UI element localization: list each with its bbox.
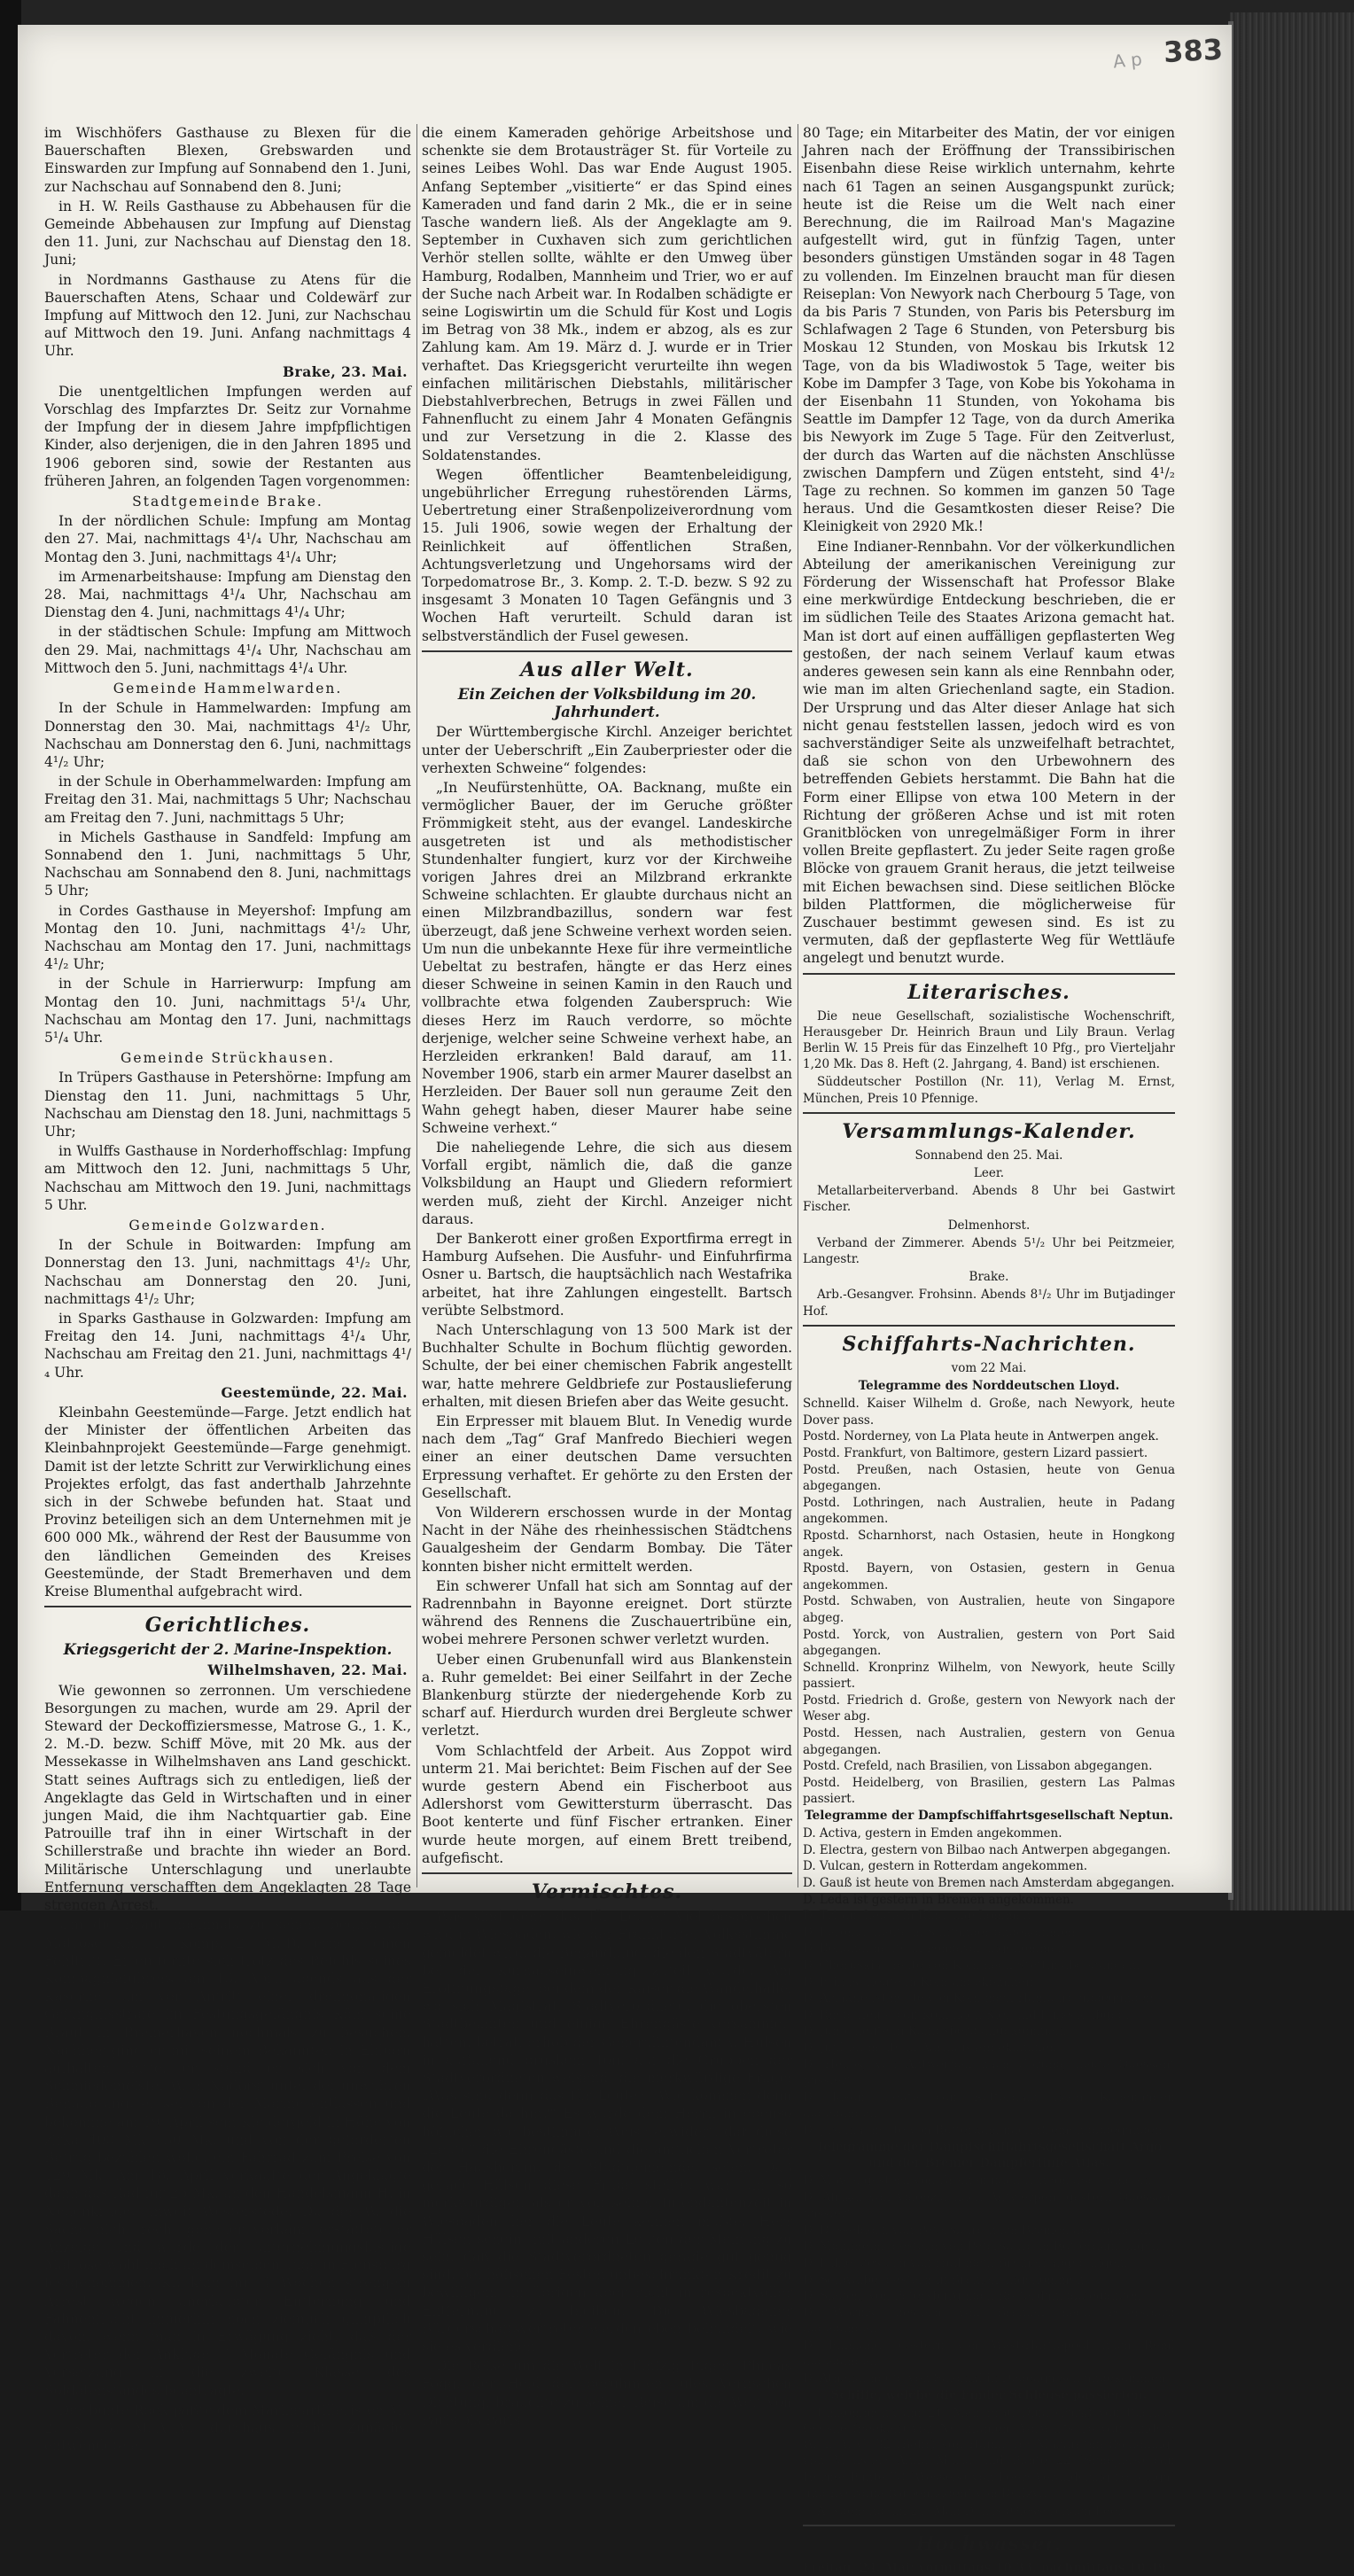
- shipping-entry: Schnelld. Kaiser Wilhelm d. Große, nach Newyork, heute Dover pass.: [803, 1397, 1175, 1428]
- column-rule: [416, 124, 417, 1887]
- shipping-entry: D. Leda ist gestern in Bremen angekommen.: [803, 1892, 1074, 1907]
- notice-paragraph: Süddeutscher Postillon (Nr. 11), Verlag M. Ernst, München, Preis 10 Pfennige.: [803, 1075, 1175, 1106]
- section-heading: Aus aller Welt.: [422, 650, 792, 682]
- notice-heading: vom 22 Mai.: [951, 1360, 1027, 1375]
- section-heading: Vermischtes.: [422, 1872, 792, 1904]
- article-paragraph: Was sind denn das für Leute? Viel besprochen wird in Wiesbaden, wie der Frankfurter Volksstimme gemeldet wird, die Behandlung, die den Stadtvätern bei der Kurhauseinweihung zuteil wurde. Am Eröffnungstage, bei dem der Kaiser die Wandelhalle, wo sich Magistrat, Stadtverordnete, die obersten Stadtbeamten und einige Ehrengäste versammelt hatten, betrat, erhob der Generalintendant v. Hülsen in auffallend brüskem Ton, auf die Gruppen der Stadtverordneten weisend, die merkwürdige Frage: „Was sind denn das für Leute?“ Wie kommen denn die Leute da hin?“ Es wurde dem Herrn in ebenso höflicher, wie bestimmter Weise erwidert, daß diese „Leute“ die Ehrengäste und die amtlichen Vertreter der Hausherrin, der Stadtgemeinde, seien. Daß gerade Hülsen diese Frage stellte, war um so merkwürdiger, als er von seiner Intendantenzeit in Wiesbaden her die Leute kennen mußte. Herr Hülsen scheint mit anderen Leuten der Meinung zu sein, daß die Stadtverordneten gerade gut genug sind, bei höfischen Festen unbeschränkten Kredit zu bewilligen, im übrigen aber nicht in respektvoller Entfernung zu bleiben. Die Wiesbadener Bürgerschaftsvertreter werden eben behandelt, wie sie es verdienen.: [422, 1909, 792, 2354]
- shipping-entry: Postd. Friedrich d. Große, gestern von Newyork nach der Weser abg.: [803, 1693, 1175, 1724]
- article-paragraph: Ueber einen Grubenunfall wird aus Blankenstein a. Ruhr gemeldet: Bei einer Seilfahrt in der Zeche Blankenburg stürzte der niedergehende Korb zu scharf auf. Hierdurch wurden drei Bergleute schwer verletzt.: [422, 1651, 792, 1739]
- telegram-heading: Schiffe, welche die Emder Schleuse passierten.: [830, 2387, 1148, 2402]
- notice-paragraph: Verband der Zimmerer. Abends 5¹/₂ Uhr bei Peitzmeier, Langestr.: [803, 1235, 1175, 1266]
- shipping-entry: D. Jupiter, heute in Aarhuus angekommen.: [803, 2040, 1062, 2055]
- telegram-heading: Telegramme des Norddeutschen Lloyd.: [858, 1379, 1120, 1393]
- shipping-entry: D. Iason, heute von Rotterdam nach Kopenhagen abgegangen.: [803, 2090, 1175, 2121]
- book-spine: [1230, 12, 1354, 1911]
- article-heading: Kriegsgericht der 2. Marine-Inspektion.: [63, 1641, 393, 1659]
- dateline: Brake, 23. Mai.: [282, 362, 408, 380]
- shipping-entry: Postd. Hessen, nach Australien, gestern von Genua abgegangen.: [803, 1726, 1175, 1757]
- shipping-list: [803, 1396, 1175, 1808]
- notice-heading: Sonnabend den 25. Mai.: [914, 1148, 1063, 1163]
- shipping-entry: D. Feronia, heute in Santander angekommen.: [803, 1925, 1079, 1940]
- article-paragraph: Ein Erpresser mit blauem Blut. In Venedig wurde nach dem „Tag“ Graf Manfredo Biechieri wegen einer an einer deutschen Dame versuchten Erpressung verhaftet. Er gehörte zu den Ersten der Gesellschaft.: [422, 1413, 792, 1501]
- notice-paragraph: Einkommend am 21. Mai: Frau Dina (Park) von Itzehoe; Geeske (Feeken) von Neumühlen; Vorwärts 16 von Emden; W. T. A. G. 32 (Behr) von Hamburg; Magaretha (Schöning) von Münster; Anna Maria und Pünte 22 (Schepers) von Herne; Pünte 38 (Wessels) von Leer; Verandering (Havinga) und Everdina (Groenhagen) von Delfzyl.: [803, 2405, 1175, 2501]
- article-paragraph: in Cordes Gasthause in Meyershof: Impfung am Montag den 10. Juni, nachmittags 4¹/₂ Uhr, Nachschau am Montag den 17. Juni, nachmittags 4¹/₂ Uhr;: [44, 902, 411, 973]
- shipping-entry: Postd. Frankfurt, von Baltimore, gestern Lizard passiert.: [803, 1445, 1148, 1460]
- article-paragraph: Der Württembergische Kirchl. Anzeiger berichtet unter der Ueberschrift „Ein Zauberpriester oder die verhexten Schweine“ folgendes:: [422, 724, 792, 776]
- shipping-entry: D. Triton, heute in Riga angekommen.: [803, 1909, 1035, 1924]
- article-paragraph: in H. W. Reils Gasthause zu Abbehausen für die Gemeinde Abbehausen zur Impfung auf Dienstag den 11. Juni, zur Nachschau auf Dienstag den 18. Juni;: [44, 198, 411, 268]
- shipping-entry: D. Siegen, von Petersburg nach Rotterdam abgegangen.: [803, 2289, 1146, 2304]
- article-paragraph: Der bunte Rock paßte dem Marineartilleristen M., 2. K. 3. M.-A.-A., durchaus nicht. Zunächst entwendete er: [44, 2401, 411, 2455]
- page-number: 383: [1163, 32, 1224, 70]
- shipping-entry: D. Athena, heute von Saloniki in Dedeagatsch angekommen.: [803, 2371, 1170, 2386]
- shipping-entry: D. Helios, von Antwerpen nach Coruna, heute Quessant passiert.: [803, 2057, 1175, 2089]
- shipping-entry: D. Electra, gestern von Bilbao nach Antwerpen abgegangen.: [803, 1842, 1171, 1857]
- article-paragraph: Von Wilderern erschossen wurde in der Montag Nacht in der Nähe des rheinhessischen Städtchens Gaualgesheim der Gendarm Bombay. Die Täter konnten bisher nicht ermittelt werden.: [422, 1505, 792, 1575]
- dateline: Geestemünde, 22. Mai.: [221, 1383, 408, 1401]
- column-3: [803, 124, 1175, 2576]
- shipping-entry: Postd. Lothringen, nach Australien, heute in Padang angekommen.: [803, 1495, 1175, 1527]
- shipping-entry: D. Juno, heute in Königsberg angekommen.: [803, 2024, 1067, 2039]
- section-heading: Schiffahrts-Nachrichten.: [803, 1325, 1175, 1357]
- column-2: [422, 124, 792, 2428]
- shipping-entry: Postd. Norderney, von La Plata heute in Antwerpen angek.: [803, 1429, 1159, 1444]
- shipping-entry: Postd. Crefeld, nach Brasilien, von Lissabon abgegangen.: [803, 1759, 1153, 1774]
- article-paragraph: in der Schule in Oberhammelwarden: Impfung am Freitag den 31. Mai, nachmittags 5 Uhr; Nachschau am Freitag den 7. Juni, nachmittags 5 Uhr;: [44, 774, 411, 826]
- article-paragraph: in Michels Gasthause in Sandfeld: Impfung am Sonnabend den 1. Juni, nachmittags 5 Uhr, Nachschau am Sonnabend den 8. Juni, nachmittags 5 Uhr;: [44, 829, 411, 899]
- article-paragraph: In Trüpers Gasthause in Petershörne: Impfung am Dienstag den 11. Juni, nachmittags 5 Uhr, Nachschau am Dienstag den 18. Juni, nachmittags 5 Uhr;: [44, 1070, 411, 1140]
- shipping-entry: D. Schwalbe, gestern in Bremen angekommen.: [803, 2272, 1088, 2287]
- article-paragraph: Nach Unterschlagung von 13 500 Mark ist der Buchhalter Schulte in Bochum flüchtig geworden. Schulte, der bei einer chemischen Fabrik angestellt war, hatte mehrere Geldbriefe zur Postauslieferung erhalten, mit diesen Briefen aber das Weite gesucht.: [422, 1322, 792, 1410]
- shipping-entry: D. Bellona, heute in Pomaron angekommen.: [803, 1942, 1070, 1957]
- telegram-heading: Telegramme der Dampfschiffahrtsgesellschaft Argo und der Bremer Dampferlinie Atlas.: [815, 2139, 1163, 2170]
- shipping-entry: D. Activa, gestern in Emden angekommen.: [803, 1826, 1062, 1841]
- subheading: Gemeinde Hammelwarden.: [113, 681, 343, 697]
- shipping-entry: D. Jasonia, heute von Rotterdam nach Bremen abgegangen.: [803, 2122, 1167, 2137]
- shipping-entry: D. Rhea, heute von Köln nach Kiel und Lübeck abgeg.: [803, 2007, 1130, 2022]
- subheading: Gemeinde Strückhausen.: [121, 1050, 335, 1067]
- section-heading: Gerichtliches.: [44, 1606, 411, 1638]
- article-paragraph: die einem Kameraden gehörige Arbeitshose und schenkte sie dem Brotausträger St. für Vorteile zu seines Leibes Wohl. Das war Ende August 1905. Anfang September „visitierte“ er das Spind eines Kameraden und fand darin 2 Mk., die er in seine Tasche wandern ließ. Als der Angeklagte am 9. September in Cuxhaven sich zum gerichtlichen Verhör stellen sollte, wählte er den Umweg über Hamburg, Rodalben, Mannheim und Trier, wo er auf der Suche nach Arbeit war. In Rodalben schädigte er seine Logiswirtin um die Schuld für Kost und Logis im Betrag von 38 Mk., indem er abzog, als es zur Zahlung kam. Am 19. März d. J. wurde er in Trier verhaftet. Das Kriegsgericht verurteilte ihn wegen einfachen militärischen Diebstahls, militärischer Diebstahlverbrechen, Betrugs in zwei Fällen und Fahnenflucht zu einem Jahr 4 Monaten Gefängnis und zur Versetzung in die 2. Klasse des Soldatenstandes.: [422, 125, 792, 463]
- article-paragraph: Der Bankerott einer großen Exportfirma erregt in Hamburg Aufsehen. Die Ausfuhr- und Einfuhrfirma Osner u. Bartsch, die hauptsächlich nach Westafrika arbeitet, hat ihre Zahlungen eingestellt. Bartsch verübte Selbstmord.: [422, 1230, 792, 1319]
- tide-times: Freitag, 24. Mai: vormittags 10.33, nachmittags 10.49: [803, 2561, 1166, 2576]
- article-heading: Ein Zeichen der Volksbildung im 20. Jahrhundert.: [457, 685, 757, 721]
- notice-paragraph: Metallarbeiterverband. Abends 8 Uhr bei Gastwirt Fischer.: [803, 1184, 1175, 1215]
- notice-paragraph: Arb.-Gesangver. Frohsinn. Abends 8¹/₂ Uhr im Butjadinger Hof.: [803, 1288, 1175, 1319]
- notice-paragraph: Die neue Gesellschaft, sozialistische Wochenschrift, Herausgeber Dr. Heinrich Braun und Lily Braun. Verlag Berlin W. 15 Preis für das Einzelheft 10 Pfg., pro Vierteljahr 1,20 Mk. Das 8. Heft (2. Jahrgang, 4. Band) ist erschienen.: [803, 1008, 1175, 1072]
- shipping-list: [803, 1825, 1175, 2138]
- article-paragraph: in der städtischen Schule: Impfung am Mittwoch den 29. Mai, nachmittags 4¹/₄ Uhr, Nachschau am Mittwoch den 5. Juni, nachmittags 4¹/₄ Uhr.: [44, 624, 411, 676]
- shipping-entry: Postd. Yorck, von Australien, gestern von Port Said abgegangen.: [803, 1627, 1175, 1659]
- notice-heading: Brake.: [969, 1270, 1009, 1285]
- article-paragraph: Um die Braut nochmals zu sehen, beging der Matrose Kr., 1. Komp. 2. M.-D. erneut einen Fehltritt. Er entfernte sich trotz des Befehls seines Kompagnieführers am 13. April abends aus der Kaserne, um vor Antritt einer dreimonatigen Gefängnisstrafe im Festungsgefängnis Köln seine Braut in Bremerhaven nochmals zu besuchen. Nachher ging er mit seinem Bekannten in Ehborn aufhalten hatte, er stand er sich von dem Schmiedemeister W. in Nadorst unter der unwahren Behauptung, er sei von der Marine entlassen und bekomme am 19. April sein Kleidergeld in Höhe von zirka 400 Mk., 30 Mk. und von der geforderten Betrag bezahlen wolle, ein Fahrrad zum Preise von 129 Mk. Am 18. April verkaufte der Angeklagte dann das Rad für 25 Mk. an den Handelsmann H. in Neuenkruge, unweit Westerstede. Da der W. die Sache nicht recht geheuer vorkam, erstattete er Anzeige und wurde der unternehmungslustige Matrose wohl noch an demselben Tage in Flensburg festgenommen. Kr. kam mit 4 Wochen strengem Arrest wegen unerlaubter Entfernung und Fahnenflucht immerhin noch ziemlich glimpflich davon, wenn man in Erwägung zieht, daß der Vertreter der Anklage 7 Monate Gefängnis und Versetzung in die zweite Klasse des Soldatenstandes beantragte.: [44, 1917, 411, 2399]
- section-heading: Literarisches.: [803, 973, 1175, 1005]
- shipping-list: [803, 2173, 1175, 2387]
- article-paragraph: In der Schule in Boitwarden: Impfung am Donnerstag den 13. Juni, nachmittags 4¹/₂ Uhr, Nachschau am Donnerstag den 20. Juni, nachmittags 4¹/₂ Uhr;: [44, 1237, 411, 1307]
- article-paragraph: 80 Tage; ein Mitarbeiter des Matin, der vor einigen Jahren nach der Eröffnung der Transsibirischen Eisenbahn diese Reise wirklich unternahm, kehrte nach 61 Tagen an seinen Ausgangspunkt zurück; heute ist die Reise um die Welt nach einer Berechnung, die im Railroad Man's Magazine aufgestellt wird, gut in fünfzig Tagen, unter besonders günstigen Umständen sogar in 48 Tagen zu vollenden. Im Einzelnen braucht man für diesen Reiseplan: Von Newyork nach Cherbourg 5 Tage, von da bis Paris 7 Stunden, von Paris bis Petersburg im Schlafwagen 2 Tage 6 Stunden, von Petersburg bis Moskau 12 Stunden, von Moskau bis Irkutsk 12 Tage, von da bis Wladiwostok 5 Tage, weiter bis Kobe im Dampfer 3 Tage, von Kobe bis Yokohama in der Eisenbahn 11 Stunden, von Yokohama bis Seattle im Dampfer 12 Tage, von da durch Amerika bis Newyork im Zuge 5 Tage. Für den Zeitverlust, der durch das Warten auf die nächsten Anschlüsse zwischen Dampfern und Zügen entsteht, sind 4¹/₂ Tage zu rechnen. So kommen im ganzen 50 Tage heraus. Und die Gesamtkosten dieser Reise? Die Kleinigkeit von 2920 Mk.!: [803, 125, 1175, 535]
- shipping-entry: Postd. Schwaben, von Australien, heute von Singapore abgeg.: [803, 1594, 1175, 1625]
- shipping-entry: Postd. Preußen, nach Ostasien, heute von Genua abgegangen.: [803, 1462, 1175, 1494]
- article-paragraph: „In Neufürstenhütte, OA. Backnang, mußte ein vermöglicher Bauer, der im Geruche größter Frömmigkeit steht, aus der evangel. Landeskirche ausgetreten ist und als methodistischer Stundenhalter fungiert, kurz vor der Kirchweihe vorigen Jahres drei an Milzbrand erkrankte Schweine schlachten. Er glaubte durchaus nicht an einen Milzbrandbazillus, sondern war fest überzeugt, daß jene Schweine verhext worden seien. Um nun die unbekannte Hexe für ihre vermeintliche Uebeltat zu bestrafen, hängte er das Herz eines dieser Schweine in seinen Kamin in den Rauch und vollbrachte etwa folgenden Zauberspruch: Wie dieses Herz im Rauch verdorre, so möchte derjenige, welcher seine Schweine verhext habe, an Herzleiden erkranken! Bald darauf, am 11. November 1906, starb ein armer Maurer daselbst an Herzleiden. Der Bauer soll nun geraume Zeit den Wahn gehegt haben, dieser Maurer habe seine Schweine verhext.“: [422, 779, 792, 1136]
- article-paragraph: in der Schule in Harrierwurp: Impfung am Montag den 10. Juni, nachmittags 5¹/₄ Uhr, Nachschau am Montag den 17. Juni, nachmittags 5¹/₄ Uhr.: [44, 976, 411, 1046]
- shipping-entry: Schnelld. Kronprinz Wilhelm, von Newyork, heute Scilly passiert.: [803, 1660, 1175, 1692]
- article-paragraph: im Armenarbeitshause: Impfung am Dienstag den 28. Mai, nachmittags 4¹/₄ Uhr, Nachschau am Dienstag den 4. Juni, nachmittags 4¹/₄ Uhr;: [44, 568, 411, 621]
- subheading: Stadtgemeinde Brake.: [132, 494, 323, 510]
- notice-paragraph: Ausgehend am 21. Mai: D. Iris (Giessel) nach Leer;: [817, 2504, 1127, 2519]
- article-paragraph: Die naheliegende Lehre, die sich aus diesem Vorfall ergibt, nämlich die, daß die ganze Volksbildung an Haupt und Gliedern reformiert werden muß, zieht der Kirchl. Anzeiger nicht daraus.: [422, 1139, 792, 1227]
- section-heading: Hochwasser.: [803, 2525, 1175, 2557]
- article-paragraph: Ein schwerer Unfall hat sich am Sonntag auf der Radrennbahn in Bayonne ereignet. Dort stürzte während des Rennens die Zuschauertribüne ein, wobei mehrere Personen schwer verletzt wurden.: [422, 1577, 792, 1648]
- article-paragraph: im Wischhöfers Gasthause zu Blexen für die Bauerschaften Blexen, Grebswarden und Einswarden zur Impfung auf Sonnabend den 1. Juni, zur Nachschau auf Sonnabend den 8. Juni;: [44, 125, 411, 195]
- article-paragraph: In der nördlichen Schule: Impfung am Montag den 27. Mai, nachmittags 4¹/₄ Uhr, Nachschau am Montag den 3. Juni, nachmittags 4¹/₄ Uhr;: [44, 513, 411, 565]
- shipping-entry: D. Mannheim, gestern von Petersburg in Rotterdam angek.: [803, 2239, 1163, 2254]
- subheading: Gemeinde Golzwarden.: [128, 1217, 327, 1234]
- shipping-entry: D. Finnland, gestern von West-Hartlepool nach Remi abgegangen.: [803, 2338, 1175, 2370]
- shipping-entry: D. Cheruskia, heute von Köln nach Stettin abgegangen.: [803, 1958, 1140, 1973]
- article-paragraph: in Wulffs Gasthause in Norderhoffschlag: Impfung am Mittwoch den 12. Juni, nachmittags 5 Uhr, Nachschau am Mittwoch den 19. Juni, nachmittags 5 Uhr.: [44, 1143, 411, 1213]
- article-paragraph: in Nordmanns Gasthause zu Atens für die Bauerschaften Atens, Schaar und Coldewärf zur Impfung auf Mittwoch den 12. Juni, zur Nachschau auf Mittwoch den 19. Juni. Anfang nachmittags 4 Uhr.: [44, 271, 411, 360]
- shipping-entry: D. Vulcan, gestern in Rotterdam angekommen.: [803, 1859, 1088, 1874]
- shipping-entry: D. Falke, gestern von Hull nach Bremen abgegangen.: [803, 2255, 1128, 2270]
- article-paragraph: Kleinbahn Geestemünde—Farge. Jetzt endlich hat der Minister der öffentlichen Arbeiten das Kleinbahnprojekt Geestemünde—Farge genehmigt. Damit ist der letzte Schritt zur Verwirklichung eines Projektes erfolgt, das fast anderthalb Jahrzehnte sich in der Schwebe befunden hat. Staat und Provinz beteiligen sich an dem Unternehmen mit je 600 000 Mk., während der Rest der Bausumme von den ländlichen Gemeinden des Kreises Geestemünde, der Stadt Bremerhaven und dem Kreise Blumenthal aufgebracht wird.: [44, 1405, 411, 1600]
- shipping-entry: Rpostd. Bayern, von Ostasien, gestern in Genua angekommen.: [803, 1561, 1175, 1592]
- shipping-entry: Rpostd. Scharnhorst, nach Ostasien, heute in Hongkong angek.: [803, 1528, 1175, 1560]
- article-paragraph: Die Reise um die Welt in fünfzig Tagen. Phileas Fogg, der Held der berühmten Jules Vernschen Dichtung, brauchte zu seiner Reise um die Welt von Paris bis Paris: [422, 2358, 792, 2428]
- dateline: Wilhelmshaven, 22. Mai.: [207, 1662, 408, 1679]
- article-paragraph: in Sparks Gasthause in Golzwarden: Impfung am Freitag den 14. Juni, nachmittags 4¹/₄ Uhr, Nachschau am Freitag den 21. Juni, nachmittags 4¹/₄ Uhr.: [44, 1311, 411, 1381]
- article-paragraph: Eine Indianer-Rennbahn. Vor der völkerkundlichen Abteilung der amerikanischen Vereinigung zur Förderung der Wissenschaft hat Professor Blake eine merkwürdige Entdeckung beschrieben, die er im südlichen Teile des Staates Arizona gemacht hat. Man ist dort auf einen auffälligen gepflasterten Weg gestoßen, der nach seinem Verlauf kaum etwas anderes gewesen sein kann als eine Rennbahn oder, wie man im alten Griechenland sagte, ein Stadion. Der Ursprung und das Alter dieser Anlage hat sich nicht genau feststellen lassen, jedoch wird es von sachverständiger Seite als unzweifelhaft betrachtet, daß sie schon von den Urbewohnern des betreffenden Gebiets herstammt. Die Bahn hat die Form einer Ellipse von etwa 100 Metern in der Richtung der größeren Achse und ist mit roten Granitblöcken von unregelmäßiger Form in ihrer vollen Breite gepflastert. Zu jeder Seite ragen große Blöcke von grauem Granit heraus, die jetzt teilweise mit Eichen bewachsen sind. Diese seitlichen Blöcke bilden Plattformen, die möglicherweise für Zuschauer bestimmt gewesen sind. Es ist zu vermuten, daß der gepflasterte Weg für Wettläufe angelegt und benutzt wurde.: [803, 538, 1175, 967]
- shipping-entry: D. Worms, gestern von Bremen nach Petersburg abgegangen.: [803, 2305, 1175, 2337]
- telegram-heading: Telegramme der Dampfschiffahrtsgesellschaft Neptun.: [805, 1809, 1173, 1824]
- shipping-entry: D. Möwe, gestern von Bremen nach London abgegangen.: [803, 2173, 1152, 2188]
- article-paragraph: Wegen öffentlicher Beamtenbeleidigung, ungebührlicher Erregung ruhestörenden Lärms, Uebertretung einer Straßenpolizeiverordnung vom 15. Juli 1906, sowie wegen der Erhaltung der Reinlichkeit auf öffentlichen Straßen, Achtungsverletzung und Ungehorsams wird der Torpedomatrose Br., 3. Komp. 2. T.-D. bezw. S 92 zu insgesamt 3 Monaten 10 Tagen Gefängnis und 3 Wochen Haft verurteilt. Schuld daran ist selbstverständlich der Fusel gewesen.: [422, 466, 792, 644]
- article-paragraph: Wie gewonnen so zerronnen. Um verschiedene Besorgungen zu machen, wurde am 29. April der Steward der Deckoffiziersmesse, Matrose G., 1. K., 2. M.-D. bezw. Schiff Möve, mit 20 Mk. aus der Messekasse in Wilhelmshaven ans Land geschickt. Statt seines Auftrags sich zu entledigen, ließ der Angeklagte das Geld in Wirtschaften und in einer jungen Maid, die ihm Nachtquartier gab. Eine Patrouille traf ihn in einer Wirtschaft in der Schillerstraße und brachte ihn wieder an Bord. Militärische Unterschlagung und unerlaubte Entfernung verschafften dem Angeklagten 28 Tage strengen Arrest.: [44, 1682, 411, 1914]
- notice-heading: Leer.: [973, 1165, 1005, 1180]
- column-1: [44, 124, 411, 2455]
- shipping-entry: D. Düsseldorf, von Petersburg nach Bremen abgegangen.: [803, 2222, 1152, 2237]
- article-paragraph: Die unentgeltlichen Impfungen werden auf Vorschlag des Impfarztes Dr. Seitz zur Vornahme der Impfung der in diesem Jahre impfpflichtigen Kinder, also derjenigen, die in den Jahren 1895 und 1906 geboren sind, sowie der Restanten aus früheren Jahren, an folgenden Tagen vorgenommen:: [44, 383, 411, 489]
- shipping-entry: D. Gauß ist heute von Bremen nach Amsterdam abgegangen.: [803, 1876, 1175, 1891]
- notice-heading: Delmenhorst.: [947, 1218, 1031, 1233]
- article-paragraph: In der Schule in Hammelwarden: Impfung am Donnerstag den 30. Mai, nachmittags 4¹/₂ Uhr, Nachschau am Donnerstag den 6. Juni, nachmittags 4¹/₂ Uhr;: [44, 700, 411, 770]
- shipping-entry: D. Afrika, von Valenzia nach Antwerpen, gestern Quessant passiert.: [803, 2190, 1175, 2222]
- shipping-entry: D. Ariadne ist heute von Köln nach Hamburg abgegangen.: [803, 1991, 1158, 2006]
- shipping-entry: Postd. Heidelberg, von Brasilien, gestern Las Palmas passiert.: [803, 1775, 1175, 1807]
- shipping-entry: D. Etin ist heute in Köln angekommen.: [803, 1974, 1038, 1989]
- section-heading: Versammlungs-Kalender.: [803, 1112, 1175, 1144]
- archive-mark: A p: [1111, 48, 1143, 73]
- article-paragraph: Vom Schlachtfeld der Arbeit. Aus Zoppot wird unterm 21. Mai berichtet: Beim Fischen auf der See wurde gestern Abend ein Fischerboot aus Adlershorst vom Gewittersturm überrascht. Das Boot kenterte und fünf Fischer ertranken. Einer wurde heute morgen, auf einem Brett treibend, aufgefischt.: [422, 1742, 792, 1866]
